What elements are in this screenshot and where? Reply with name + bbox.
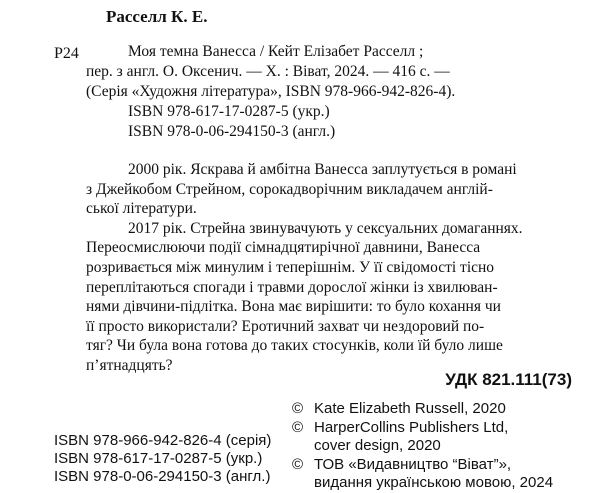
copyright-entry: HarperCollins Publishers Ltd,: [314, 418, 509, 436]
copyright-entry: видання українською мовою, 2024: [314, 474, 554, 491]
copyright-entry: cover design, 2020: [314, 437, 441, 454]
copyright-icon: ©: [292, 418, 304, 436]
annotation-line: 2000 рік. Яскрава й амбітна Ванесса заплутується в романі: [128, 161, 517, 178]
author-heading: Расселл К. Е.: [106, 7, 208, 26]
annotation-line: тяг? Чи була вона готова до таких стосунків, коли їй було лише: [86, 337, 503, 355]
annotation-line: Переосмислюючи події сімнадцятирічної давнини, Ванесса: [86, 239, 481, 257]
annotation-line: її просто використали? Еротичний захват чи нездоровий по-: [86, 317, 485, 335]
copyright-block: [292, 400, 553, 493]
annotation: [86, 160, 523, 376]
catalog-entry-line: пер. з англ. О. Оксенич. — Х. : Віват, 2024. — 416 с. —: [86, 63, 450, 80]
catalog-entry-line: Моя темна Ванесса / Кейт Елізабет Расселл ;: [128, 43, 424, 60]
udc-code: УДК 821.111(73): [445, 370, 572, 389]
catalog-entry-line: (Серія «Художня література», ISBN 978-966-942-826-4).: [86, 83, 456, 100]
catalog-entry-isbn: ISBN 978-617-17-0287-5 (укр.): [128, 103, 330, 120]
copyright-entry: ТОВ «Видавництво “Віват”»,: [314, 455, 512, 473]
isbn-footer-line: ISBN 978-0-06-294150-3 (англ.): [54, 468, 271, 485]
catalog-entry: [86, 42, 456, 142]
annotation-line: п’ятнадцять?: [86, 356, 173, 374]
annotation-line: 2017 рік. Стрейна звинувачують у сексуальних домаганнях.: [128, 219, 523, 237]
annotation-line: з Джейкобом Стрейном, сорокадворічним викладачем англій-: [86, 180, 493, 198]
copyright-icon: ©: [292, 400, 304, 417]
annotation-line: переплітаються спогади і травми дорослої жінки із хвилюван-: [86, 278, 498, 296]
copyright-entry: Kate Elizabeth Russell, 2020: [314, 400, 506, 417]
catalog-entry-isbn: ISBN 978-0-06-294150-3 (англ.): [128, 123, 336, 140]
annotation-line: нями дівчини-підлітка. Вона має вирішити: то було кохання чи: [86, 298, 501, 316]
isbn-footer-line: ISBN 978-617-17-0287-5 (укр.): [54, 450, 263, 467]
isbn-footer: [54, 432, 271, 486]
copyright-icon: ©: [292, 455, 304, 473]
isbn-footer-line: ISBN 978-966-942-826-4 (серія): [54, 432, 272, 449]
annotation-line: ської літератури.: [86, 200, 197, 218]
shelf-code: Р24: [54, 45, 79, 62]
annotation-line: розривається між минулим і теперішнім. У її свідомості тісно: [86, 258, 495, 276]
